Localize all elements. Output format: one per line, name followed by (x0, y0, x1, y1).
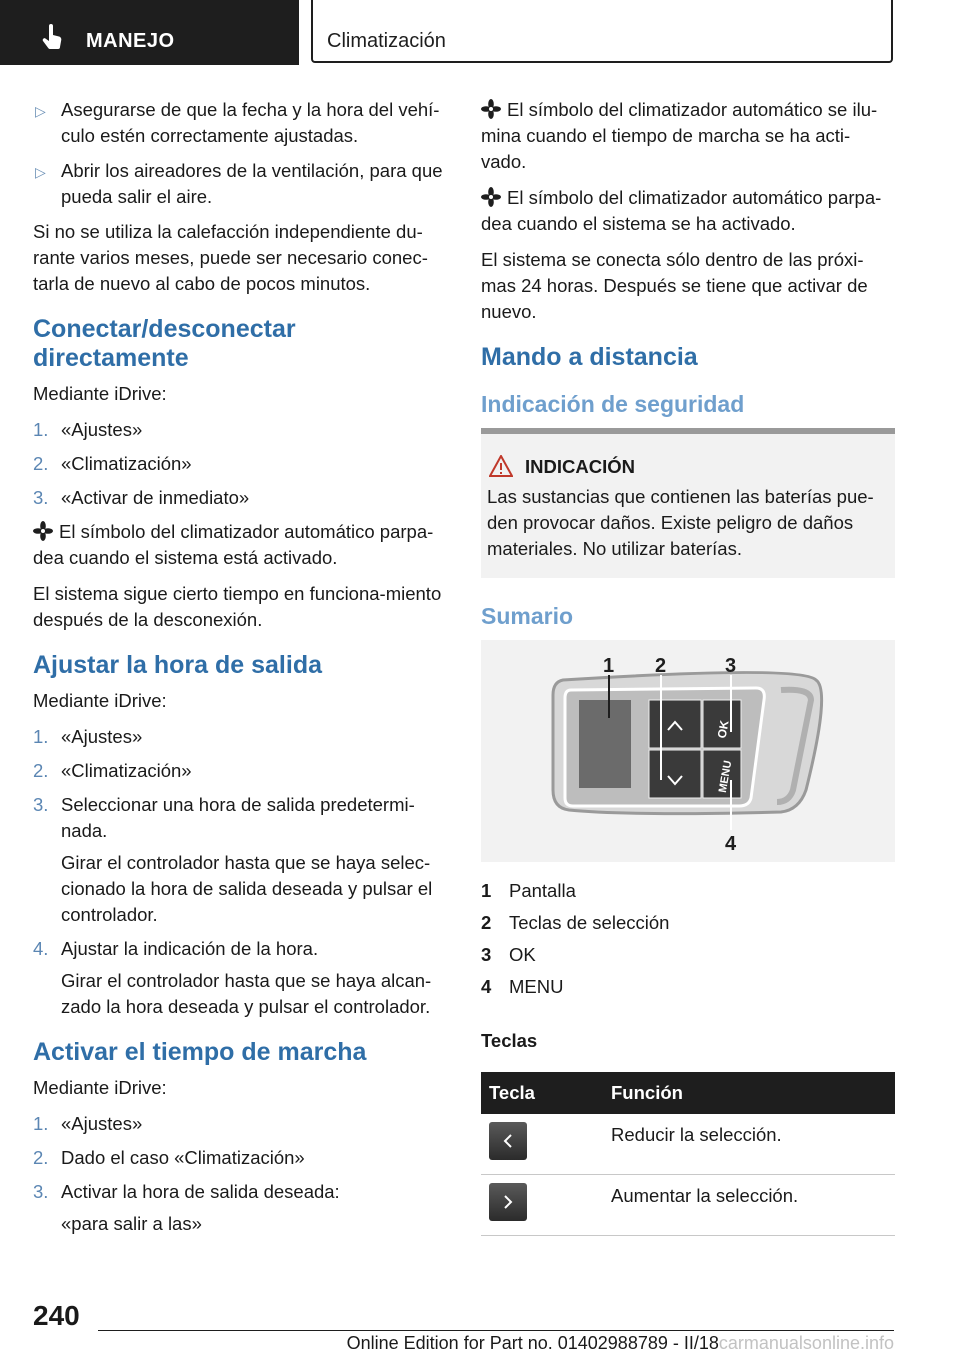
section-tab (0, 0, 299, 65)
heading-conectar: Conectar/desconectar directamente (33, 315, 296, 372)
bullet-item: ▷ Abrir los aireadores de la ventilación, para que pueda salir el aire. (35, 160, 443, 207)
footer-rule (98, 1330, 894, 1331)
heading-sumario: Sumario (481, 603, 574, 629)
list-subtext: «para salir a las» (61, 1213, 202, 1234)
right-column (481, 97, 895, 1236)
remote-key-illustration (481, 640, 895, 862)
chapter-tab (311, 0, 893, 63)
warning-box (481, 428, 895, 578)
figure-label: 3 (725, 655, 737, 677)
paragraph: Mediante iDrive: (33, 383, 167, 404)
paragraph: Si no se utiliza la calefacción independiente du-rante varios meses, puede ser necesario conec-tarla de nuevo al cabo de pocos minutos. (33, 221, 428, 294)
heading-mando: Mando a distancia (481, 343, 698, 371)
table-cell: Aumentar la selección. (603, 1175, 895, 1236)
footer-edition: Online Edition for Part no. 01402988789 - II/18carmanualsonline.info (346, 1333, 894, 1353)
table-header-row (481, 1072, 895, 1114)
table-header: Tecla (481, 1072, 603, 1114)
list-item: 4. Ajustar la indicación de la hora. (33, 938, 319, 959)
legend-item: 3 OK (481, 944, 536, 965)
paragraph: El sistema sigue cierto tiempo en funciona-miento después de la desconexión. (33, 583, 442, 630)
page-number: 240 (33, 1300, 80, 1331)
chevron-left-icon (489, 1122, 527, 1160)
list-item: 1. «Ajustes» (33, 419, 143, 440)
chevron-right-icon (489, 1183, 527, 1221)
ok-key-label: OK (714, 719, 732, 740)
list-item: 3. Seleccionar una hora de salida predetermi-nada. (33, 794, 415, 841)
triangle-bullet-icon: ▷ (35, 164, 46, 180)
legend-item: 2 Teclas de selección (481, 912, 670, 933)
remote-key-figure (481, 640, 895, 862)
table-row (481, 1114, 895, 1175)
chapter-title: Climatización (327, 30, 446, 52)
legend-item: 4 MENU (481, 976, 564, 997)
list-item: 3. «Activar de inmediato» (33, 487, 250, 508)
paragraph: Mediante iDrive: (33, 1077, 167, 1098)
warning-triangle-icon (489, 455, 513, 477)
list-item: 3. Activar la hora de salida deseada: (33, 1181, 340, 1202)
paragraph: Mediante iDrive: (33, 690, 167, 711)
list-item: 1. «Ajustes» (33, 1113, 143, 1134)
figure-label: 2 (655, 655, 667, 677)
list-subtext: Girar el controlador hasta que se haya selec-cionado la hora de salida deseada y pulsar el controlador. (61, 852, 433, 925)
watermark: carmanualsonline.info (718, 1333, 894, 1353)
bullet-item: ▷ Asegurarse de que la fecha y la hora del vehí-culo estén correctamente ajustadas. (35, 99, 440, 146)
figure-label: 1 (603, 655, 615, 677)
hand-icon (40, 24, 64, 50)
table-header: Función (603, 1072, 895, 1114)
section-title: MANEJO (86, 30, 175, 52)
paragraph: El símbolo del climatizador automático se ilu-mina cuando el tiempo de marcha se ha acti-vado. (481, 99, 878, 172)
fan-icon (33, 521, 53, 541)
table-row (481, 1175, 895, 1236)
fan-icon (481, 99, 501, 119)
legend-item: 1 Pantalla (481, 880, 576, 901)
triangle-bullet-icon: ▷ (35, 103, 46, 119)
table-cell: Reducir la selección. (603, 1114, 895, 1175)
teclas-heading: Teclas (481, 1030, 538, 1051)
left-column (33, 97, 453, 1245)
heading-activar: Activar el tiempo de marcha (33, 1038, 367, 1066)
warning-title: INDICACIÓN (525, 454, 889, 480)
heading-ajustar: Ajustar la hora de salida (33, 651, 322, 679)
paragraph: El sistema se conecta sólo dentro de las próxi-mas 24 horas. Después se tiene que activar de nuevo. (481, 249, 868, 322)
list-item: 2. Dado el caso «Climatización» (33, 1147, 305, 1168)
list-item: 2. «Climatización» (33, 760, 192, 781)
fan-icon (481, 187, 501, 207)
warning-text: Las sustancias que contienen las baterías pue-den provocar daños. Existe peligro de daños materiales. No utilizar baterías. (487, 486, 874, 559)
paragraph: El símbolo del climatizador automático parpa-dea cuando el sistema está activado. (33, 521, 434, 568)
heading-indicacion: Indicación de seguridad (481, 391, 745, 417)
list-subtext: Girar el controlador hasta que se haya alcan-zado la hora deseada y pulsar el controlador. (61, 970, 432, 1017)
list-item: 1. «Ajustes» (33, 726, 143, 747)
menu-key-label: MENU (716, 759, 735, 794)
keys-table (481, 1072, 895, 1236)
list-item: 2. «Climatización» (33, 453, 192, 474)
paragraph: El símbolo del climatizador automático parpa-dea cuando el sistema se ha activado. (481, 187, 882, 234)
figure-label: 4 (725, 833, 737, 855)
